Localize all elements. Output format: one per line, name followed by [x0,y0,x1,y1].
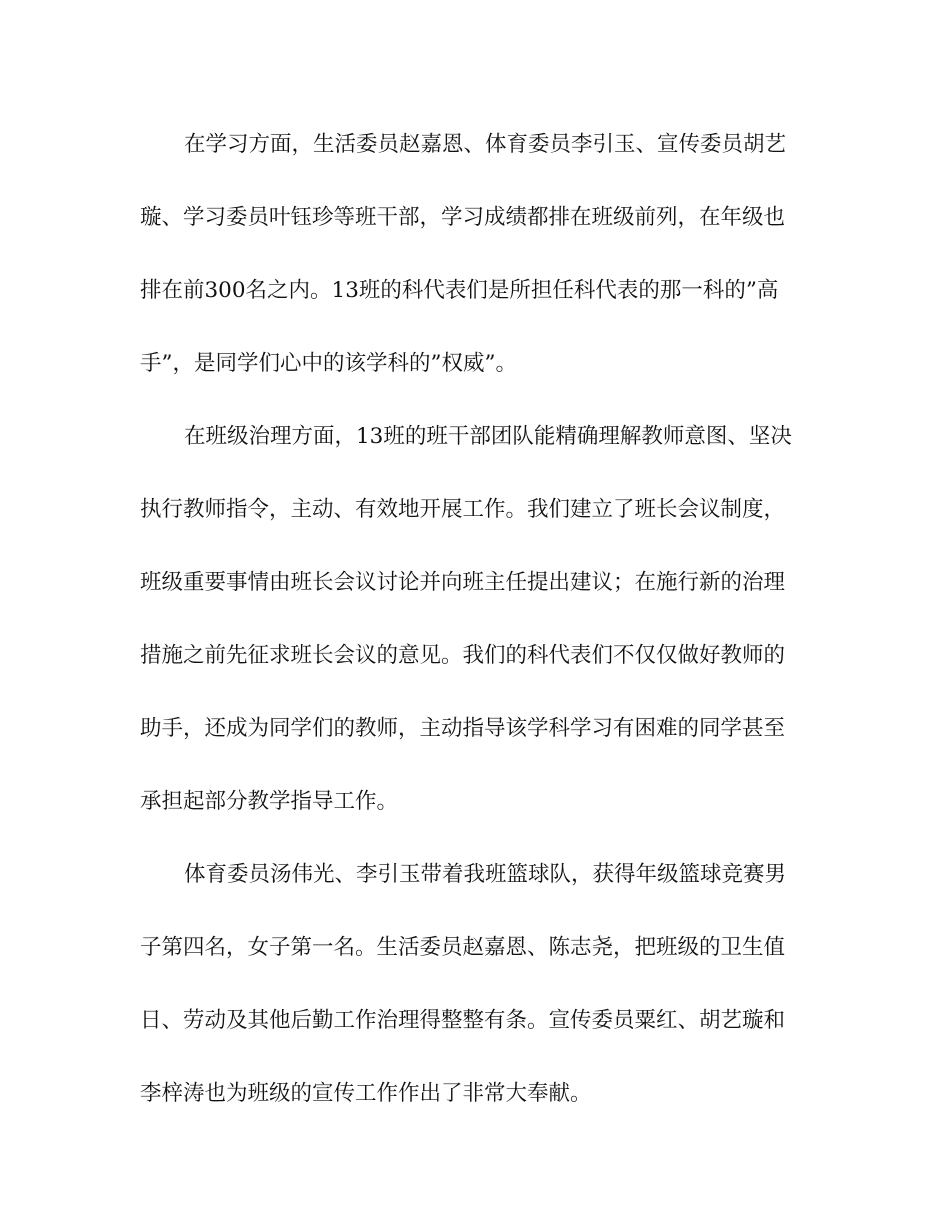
paragraph-line: 班级重要事情由班长会议讨论并向班主任提出建议；在施行新的治理 [140,570,786,595]
paragraph-line: 措施之前先征求班长会议的意见。我们的科代表们不仅仅做好教师的 [140,643,786,668]
paragraph-line: 璇、学习委员叶钰珍等班干部，学习成绩都排在班级前列，在年级也 [140,205,786,230]
paragraph-line: 承担起部分教学指导工作。 [140,789,399,814]
paragraph-line: 体育委员汤伟光、李引玉带着我班篮球队，获得年级篮球竞赛男 [184,862,787,887]
paragraph-line: 子第四名，女子第一名。生活委员赵嘉恩、陈志尧，把班级的卫生值 [140,935,786,960]
paragraph-line: 排在前300名之内。13班的科代表们是所担任科代表的那一科的”高 [140,278,779,303]
paragraph-line: 李梓涛也为班级的宣传工作作出了非常大奉献。 [140,1081,592,1106]
paragraph-sports-and-duties [140,838,800,1130]
paragraph-line: 日、劳动及其他后勤工作治理得整整有条。宣传委员粟红、胡艺璇和 [140,1008,786,1033]
document-body [140,108,800,1130]
paragraph-study [140,108,800,400]
paragraph-line: 手”，是同学们心中的该学科的”权威”。 [140,351,517,376]
paragraph-line: 在班级治理方面，13班的班干部团队能精确理解教师意图、坚决 [184,424,792,449]
paragraph-line: 在学习方面，生活委员赵嘉恩、体育委员李引玉、宣传委员胡艺 [184,132,787,157]
paragraph-class-management [140,400,800,838]
paragraph-line: 执行教师指令，主动、有效地开展工作。我们建立了班长会议制度， [140,497,786,522]
paragraph-line: 助手，还成为同学们的教师，主动指导该学科学习有困难的同学甚至 [140,716,786,741]
